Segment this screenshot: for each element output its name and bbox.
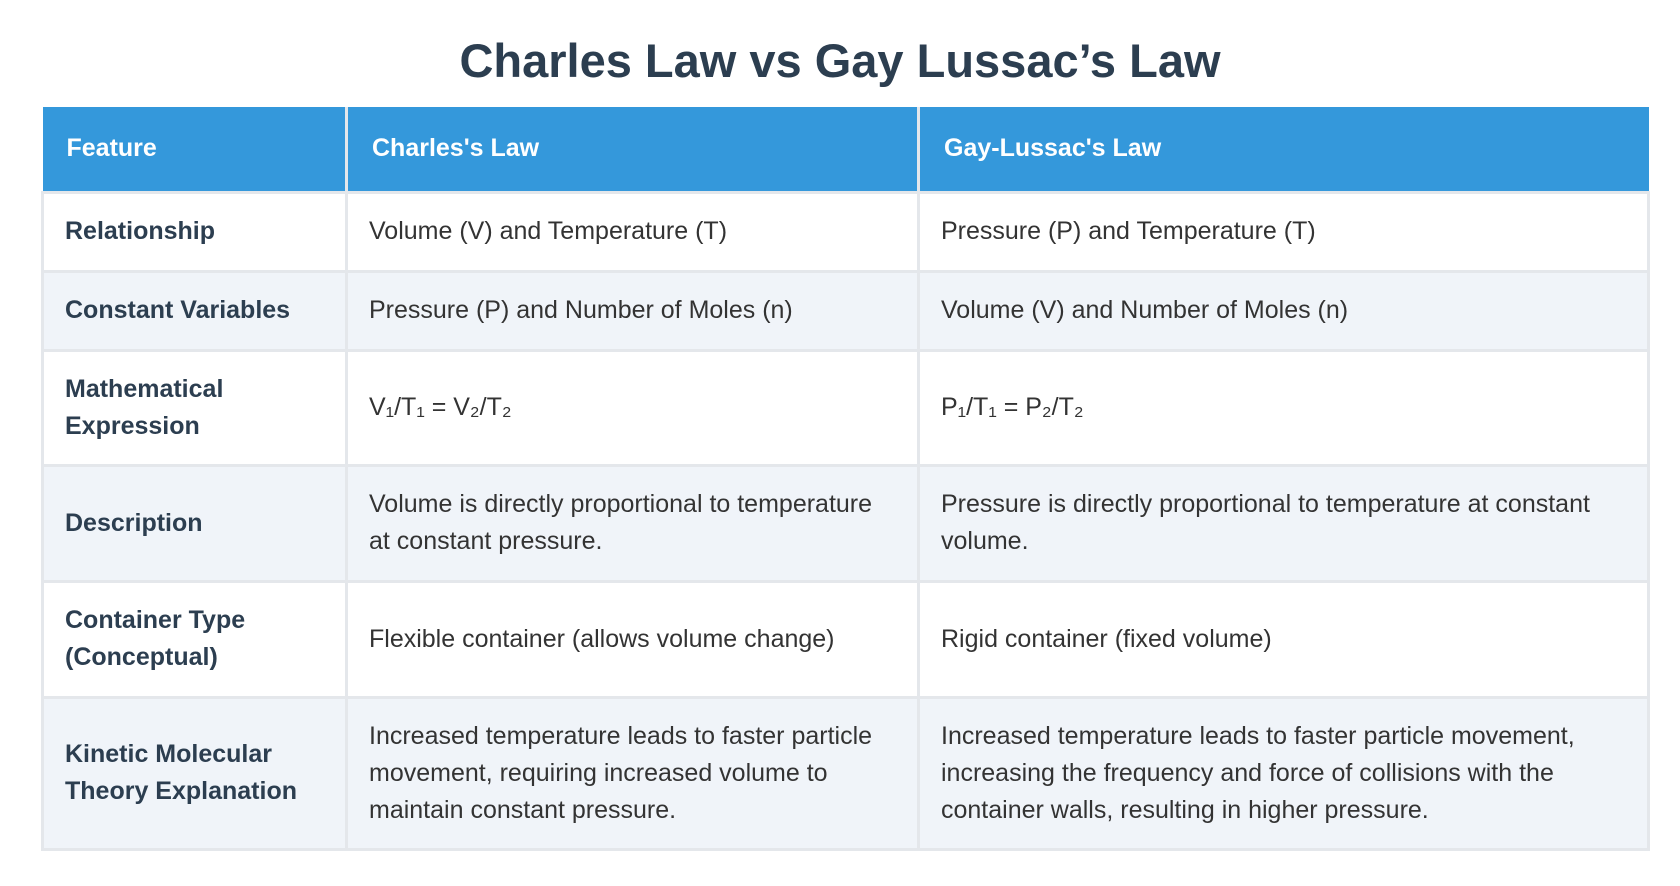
feature-cell: Description [43,465,347,581]
table-row [43,581,1649,697]
table-body [43,192,1649,849]
table-row [43,192,1649,271]
table-header [43,107,1649,192]
header-row [43,107,1649,192]
gay-lussac-cell: Volume (V) and Number of Moles (n) [919,271,1649,350]
feature-cell: Mathematical Expression [43,350,347,465]
comparison-table [41,107,1650,851]
charles-cell: V₁/T₁ = V₂/T₂ [347,350,919,465]
gay-lussac-cell: Pressure (P) and Temperature (T) [919,192,1649,271]
feature-cell: Container Type (Conceptual) [43,581,347,697]
header-charles-law: Charles's Law [347,107,919,192]
charles-cell: Volume (V) and Temperature (T) [347,192,919,271]
table-row [43,697,1649,849]
charles-cell: Volume is directly proportional to temperature at constant pressure. [347,465,919,581]
gay-lussac-cell: Pressure is directly proportional to temperature at constant volume. [919,465,1649,581]
gay-lussac-cell: Increased temperature leads to faster particle movement, increasing the frequency and force of collisions with the container walls, resulting in higher pressure. [919,697,1649,849]
gay-lussac-cell: Rigid container (fixed volume) [919,581,1649,697]
table-row [43,271,1649,350]
feature-cell: Relationship [43,192,347,271]
feature-cell: Constant Variables [43,271,347,350]
table-row [43,350,1649,465]
page-title: Charles Law vs Gay Lussac’s Law [459,34,1221,87]
header-feature: Feature [43,107,347,192]
gay-lussac-cell: P₁/T₁ = P₂/T₂ [919,350,1649,465]
feature-cell: Kinetic Molecular Theory Explanation [43,697,347,849]
charles-cell: Flexible container (allows volume change) [347,581,919,697]
charles-cell: Pressure (P) and Number of Moles (n) [347,271,919,350]
header-gay-lussac-law: Gay-Lussac's Law [919,107,1649,192]
charles-cell: Increased temperature leads to faster particle movement, requiring increased volume to maintain constant pressure. [347,697,919,849]
table-row [43,465,1649,581]
